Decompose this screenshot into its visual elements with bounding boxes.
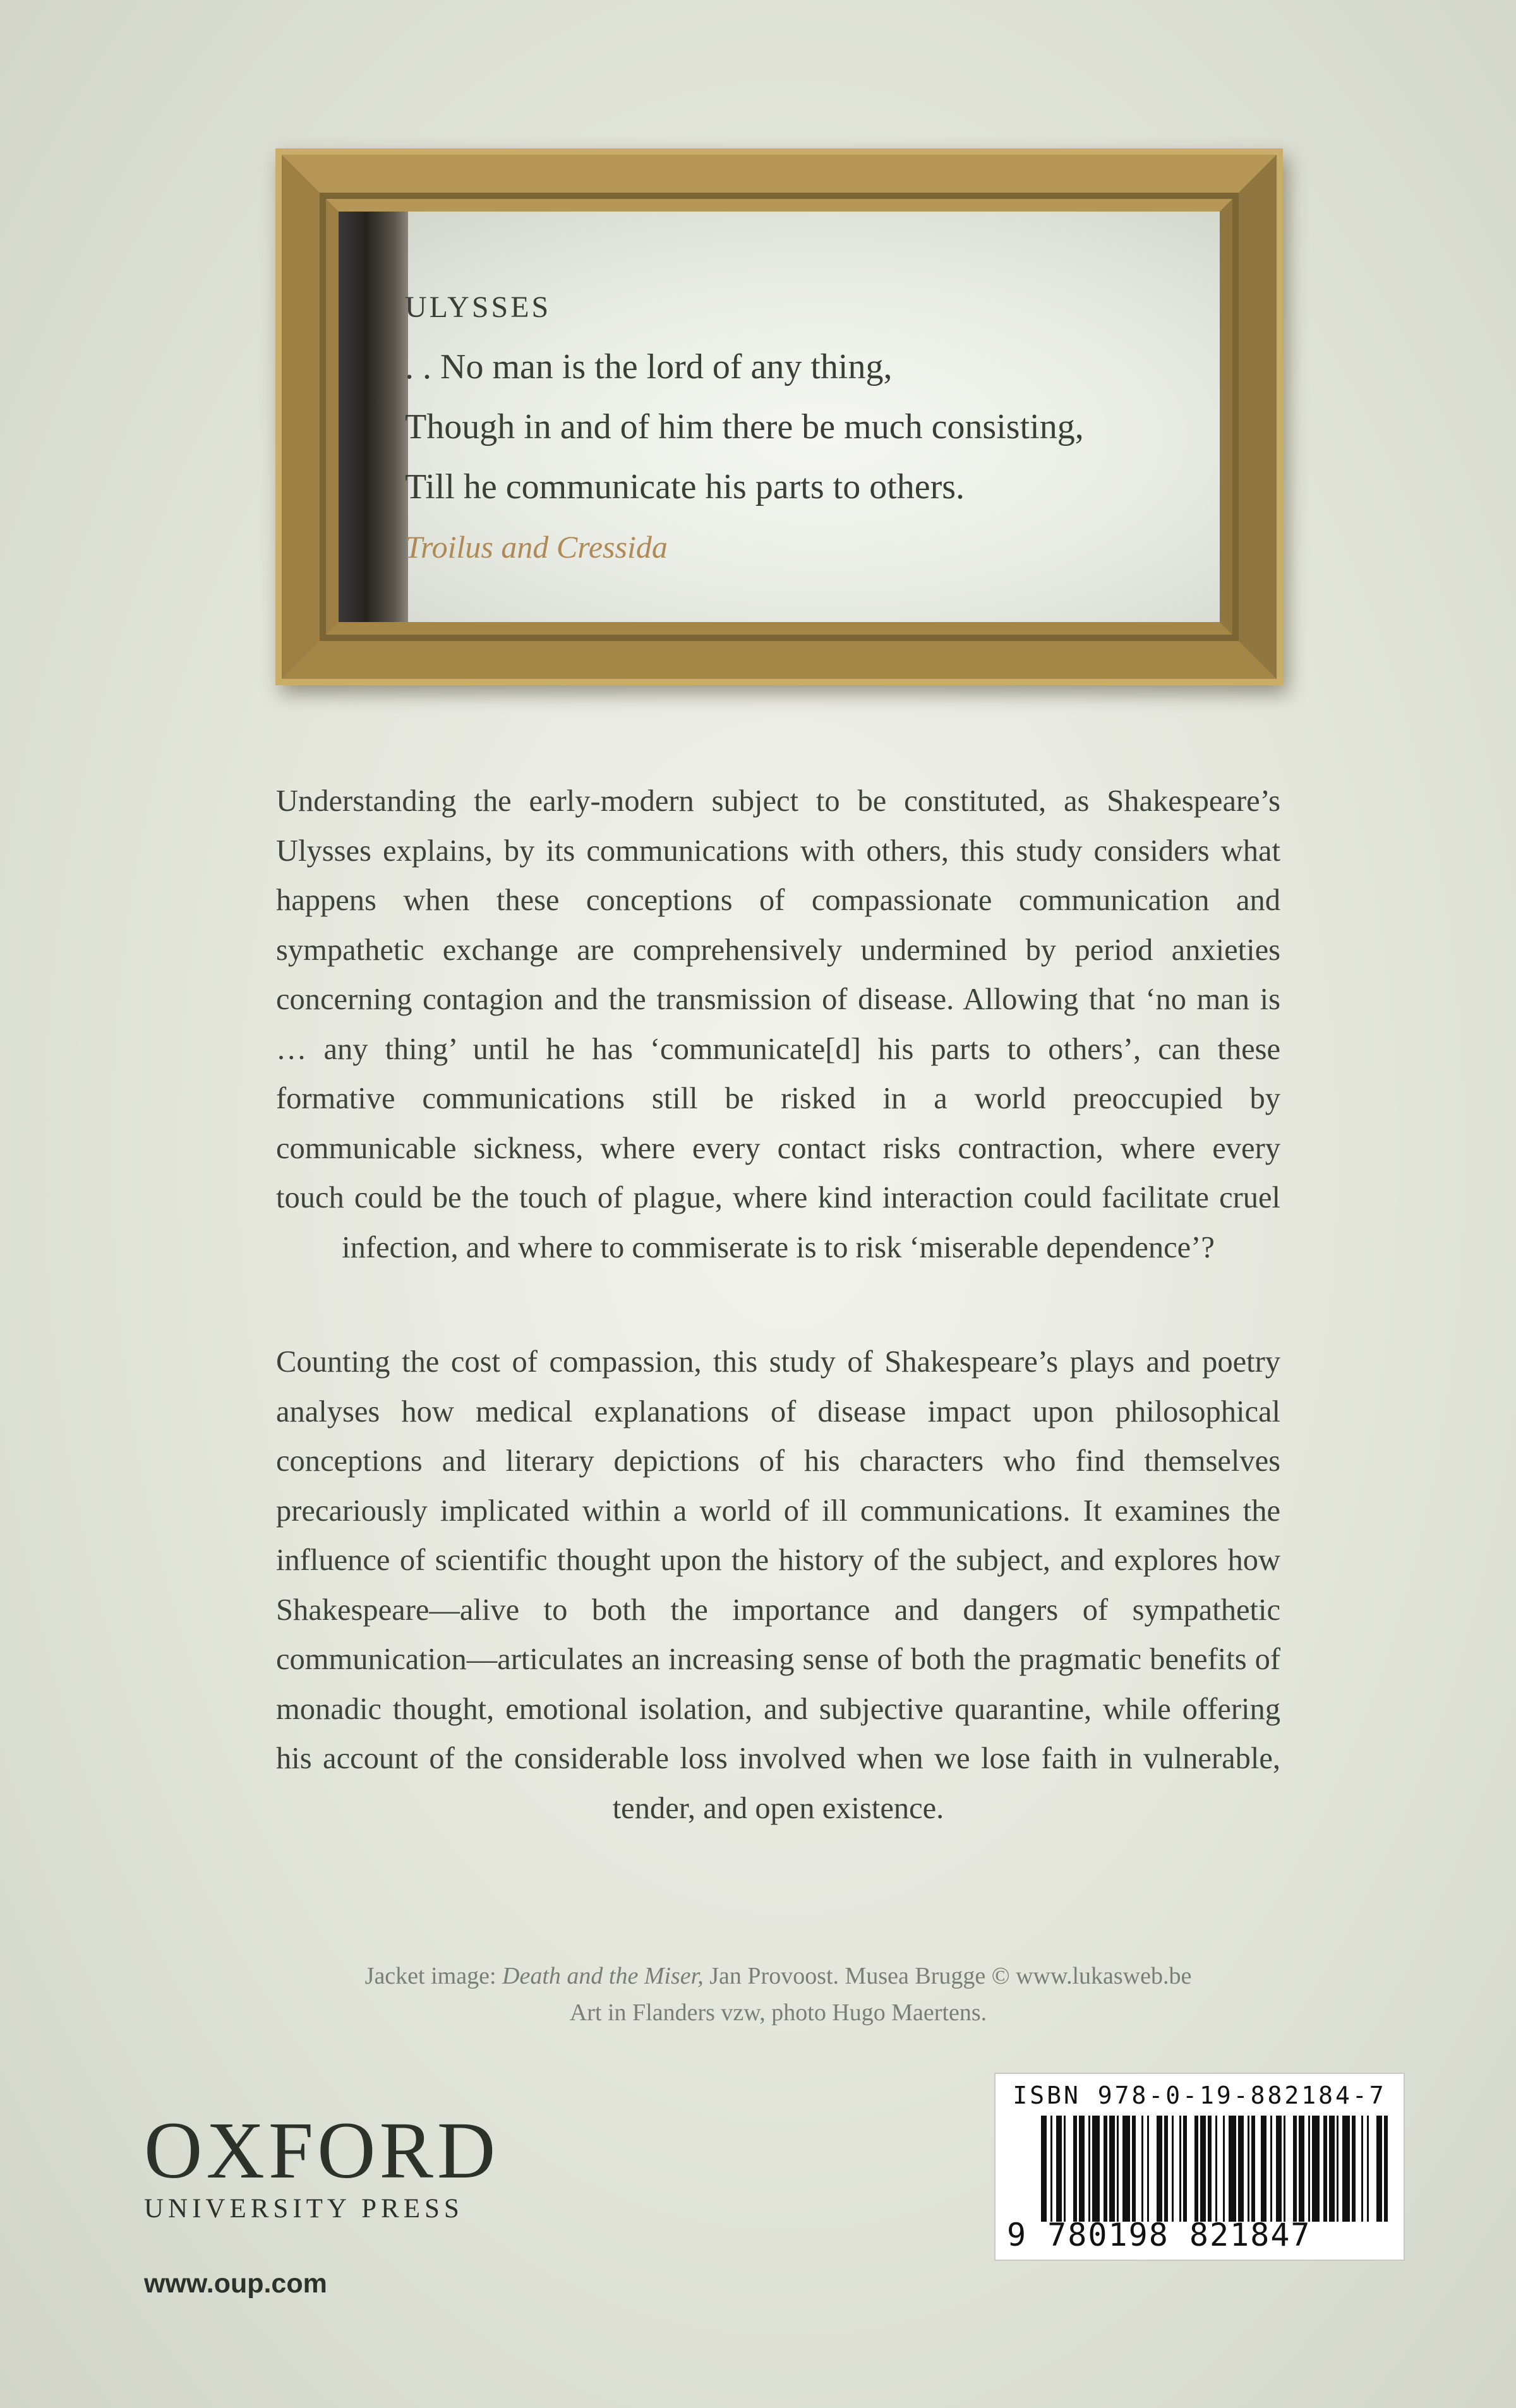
barcode-bar [1122, 2116, 1130, 2222]
barcode-bar [1329, 2116, 1335, 2222]
barcode-bar [1132, 2116, 1136, 2222]
barcode-bar [1238, 2116, 1244, 2222]
quote-line-2: Though in and of him there be much consisting, [405, 407, 1084, 446]
blurb-text-1: Understanding the early-modern subject to be constituted, as Shakespeare’s Ulysses explains, by its communications with others, this study considers what happens when these conceptions of compassionate communication and sympathetic exchange are comprehensively undermined by period anxieties concerning contagion and the transmission of disease. Allowing that ‘no man is … any thing’ until he has ‘communicate[d] his parts to others’, can these formative communications still be risked in a world preoccupied by communicable sickness, where every contact risks contraction, where every touch could be the touch of plague, where kind interaction could facilitate cruel infection, and where to commiserate is to risk ‘miserable dependence’? [276, 784, 1280, 1264]
publisher-name: OXFORD [144, 2106, 500, 2195]
barcode-bar [1147, 2116, 1149, 2222]
publisher-url: www.oup.com [144, 2268, 327, 2299]
quote-source: Troilus and Cressida [405, 529, 668, 565]
isbn-label: ISBN 978-0-19-882184-7 [1013, 2082, 1387, 2109]
barcode-bar [1367, 2116, 1369, 2222]
barcode-bar [1352, 2116, 1356, 2222]
barcode-bar [1384, 2116, 1388, 2222]
barcode-bar [1064, 2116, 1066, 2222]
picture-frame [275, 148, 1283, 685]
barcode-bar [1109, 2116, 1115, 2222]
barcode-bar [1104, 2116, 1107, 2222]
blurb-paragraph-1 [276, 777, 1280, 1273]
jacket-credit [276, 1958, 1280, 2031]
barcode-bar [1284, 2116, 1285, 2222]
quote-line-1: . . No man is the lord of any thing, [405, 347, 893, 386]
barcode-bar [1361, 2116, 1363, 2222]
barcode-digits: 9 780198 821847 [1007, 2217, 1311, 2253]
barcode-bar [1323, 2116, 1327, 2222]
publisher-press: UNIVERSITY PRESS [144, 2194, 464, 2224]
barcode-bar [1229, 2116, 1236, 2222]
barcode-bar [1293, 2116, 1297, 2222]
barcode-bars [1041, 2116, 1388, 2222]
frame-glass [339, 212, 1220, 622]
barcode-bar [1073, 2116, 1077, 2222]
barcode-bar [1261, 2116, 1266, 2222]
barcode-bar [1056, 2116, 1062, 2222]
barcode-bar [1270, 2116, 1272, 2222]
barcode-bar [1157, 2116, 1162, 2222]
barcode-bar [1276, 2116, 1282, 2222]
painting-edge [339, 212, 408, 622]
barcode-bar [1312, 2116, 1320, 2222]
credit-line-2: Art in Flanders vzw, photo Hugo Maertens. [569, 1999, 987, 2026]
barcode-bar [1179, 2116, 1181, 2222]
barcode-bar [1223, 2116, 1225, 2222]
barcode-bar [1251, 2116, 1255, 2222]
barcode-bar [1337, 2116, 1339, 2222]
barcode-bar [1088, 2116, 1090, 2222]
quote-speaker: ULYSSES [405, 291, 551, 324]
barcode-bar [1041, 2116, 1047, 2222]
barcode-bar [1183, 2116, 1187, 2222]
barcode-bar [1141, 2116, 1143, 2222]
barcode-bar [1376, 2116, 1382, 2222]
blurb-paragraph-2 [276, 1338, 1280, 1833]
blurb-text-2: Counting the cost of compassion, this study of Shakespeare’s plays and poetry analyses how medical explanations of disease impact upon philosophical conceptions and literary depictions of his characters who find themselves precariously implicated within a world of ill communications. It examines the influence of scientific thought upon the history of the subject, and explores how Shakespeare—alive to both the importance and dangers of sympathetic communication—articulates an increasing sense of both the pragmatic benefits of monadic thought, emotional isolation, and subjective quarantine, while offering his account of the considerable loss involved when we lose faith in vulnerable, tender, and open existence. [276, 1345, 1280, 1825]
credit-prefix: Jacket image: [364, 1963, 503, 1989]
publisher-logo [144, 2106, 500, 2299]
barcode-bar [1299, 2116, 1304, 2222]
barcode-bar [1308, 2116, 1310, 2222]
barcode-bar [1079, 2116, 1085, 2222]
quote-block [405, 277, 1084, 577]
barcode-bar [1050, 2116, 1052, 2222]
barcode-bar [1164, 2116, 1168, 2222]
barcode-bar [1200, 2116, 1206, 2222]
isbn-barcode [994, 2073, 1405, 2261]
quote-line-3: Till he communicate his parts to others. [405, 467, 965, 506]
barcode-bar [1117, 2116, 1119, 2222]
credit-work: Death and the Miser, [502, 1963, 704, 1989]
credit-rest: Jan Provoost. Musea Brugge © www.lukasweb.be [703, 1963, 1192, 1989]
barcode-bar [1215, 2116, 1217, 2222]
barcode-bar [1172, 2116, 1174, 2222]
barcode-bar [1092, 2116, 1100, 2222]
barcode-bar [1342, 2116, 1350, 2222]
barcode-bar [1208, 2116, 1212, 2222]
barcode-bar [1248, 2116, 1249, 2222]
barcode-bar [1194, 2116, 1198, 2222]
